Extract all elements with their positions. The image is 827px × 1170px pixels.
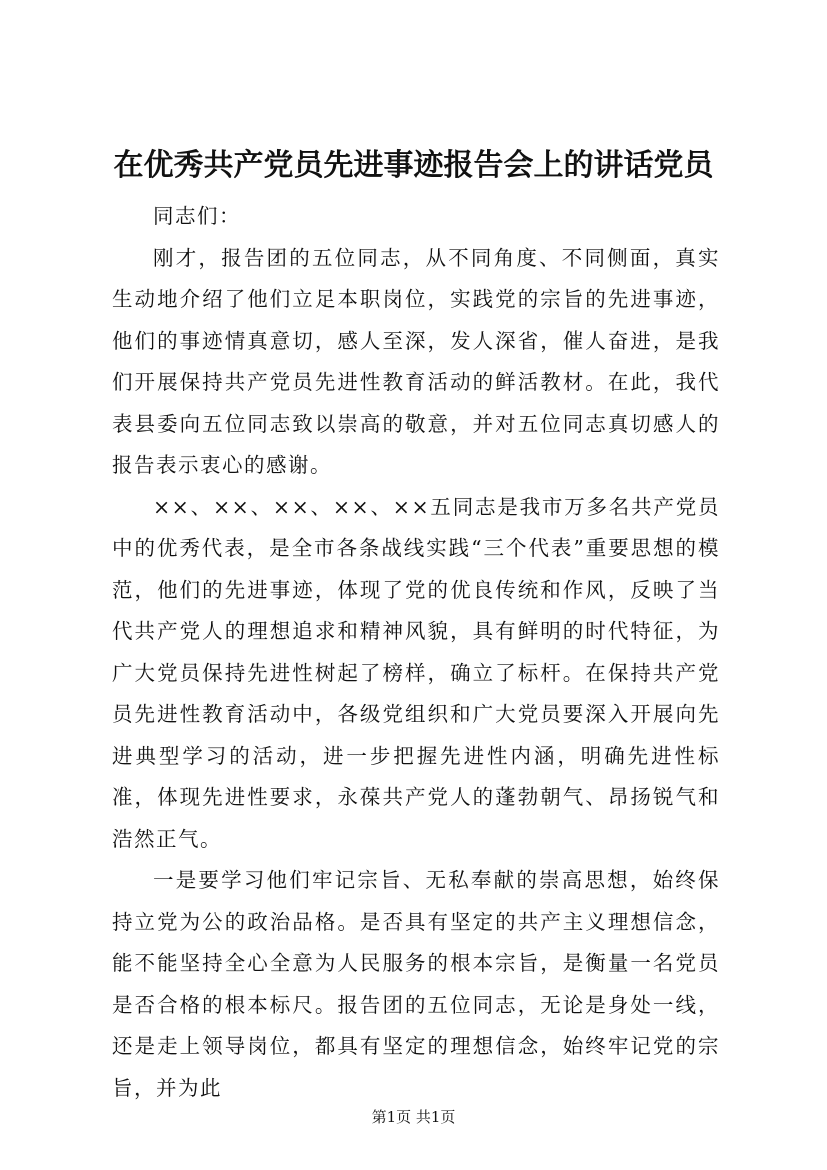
page-number-footer: 第1页 共1页 [371,1108,456,1126]
paragraph-3: 一是要学习他们牢记宗旨、无私奉献的崇高思想，始终保持立党为公的政治品格。是否具有坚定的共产主义理想信念，能不能坚持全心全意为人民服务的根本宗旨，是衡量一名党员是否合格的根本标尺。报告团的五位同志，无论是身处一线，还是走上领导岗位，都具有坚定的理想信念，始终牢记党的宗旨，并为此 [112,868,720,1100]
salutation: 同志们： [153,204,241,228]
document-title: 在优秀共产党员先进事迹报告会上的讲话党员 [113,148,714,183]
paragraph-2: ××、××、××、××、××五同志是我市万多名共产党员中的优秀代表，是全市各条战线实践“三个代表”重要思想的模范，他们的先进事迹，体现了党的优良传统和作风，反映了当代共产党人的理想追求和精神风貌，具有鲜明的时代特征，为广大党员保持先进性树起了榜样，确立了标杆。在保持共产党员先进性教育活动中，各级党组织和广大党员要深入开展向先进典型学习的活动，进一步把握先进性内涵，明确先进性标准，体现先进性要求，永葆共产党人的蓬勃朝气、昂扬锐气和浩然正气。 [112,494,720,851]
paragraph-1: 刚才，报告团的五位同志，从不同角度、不同侧面，真实生动地介绍了他们立足本职岗位，实践党的宗旨的先进事迹，他们的事迹情真意切，感人至深，发人深省，催人奋进，是我们开展保持共产党员先进性教育活动的鲜活教材。在此，我代表县委向五位同志致以崇高的敬意，并对五位同志真切感人的报告表示衷心的感谢。 [112,245,720,477]
document-body [112,196,720,1109]
